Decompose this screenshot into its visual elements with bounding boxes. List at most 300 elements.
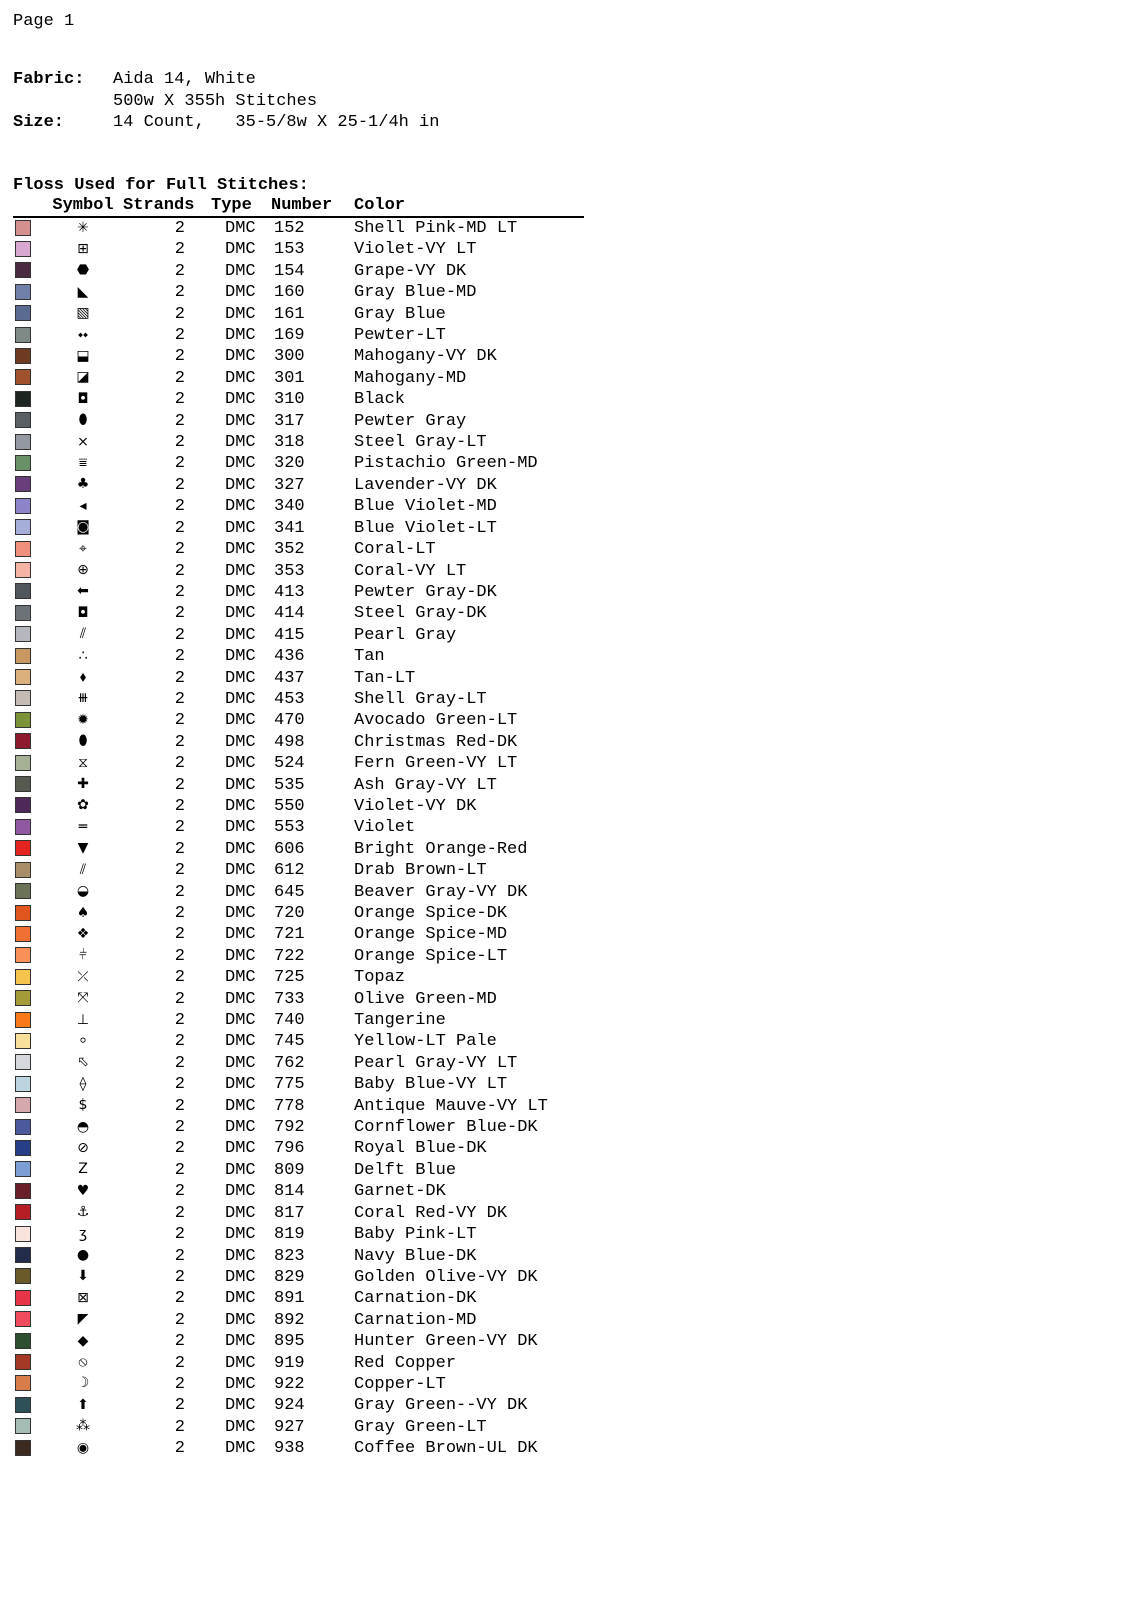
floss-row — [13, 432, 584, 453]
number-value: 938 — [274, 1439, 305, 1459]
number-value: 524 — [274, 754, 305, 774]
floss-row — [13, 1053, 584, 1074]
floss-row — [13, 839, 584, 860]
color-swatch — [15, 476, 31, 492]
color-name: Orange Spice-LT — [354, 946, 508, 966]
type-value: DMC — [225, 796, 256, 816]
color-swatch — [15, 1076, 31, 1092]
color-swatch — [15, 1119, 31, 1135]
type-value: DMC — [225, 689, 256, 709]
color-swatch — [15, 541, 31, 557]
floss-header-row — [13, 196, 584, 217]
strands-value: 2 — [174, 1032, 185, 1052]
type-value: DMC — [225, 1182, 256, 1202]
number-value: 317 — [274, 411, 305, 431]
strands-value: 2 — [174, 1053, 185, 1073]
number-value: 437 — [274, 668, 305, 688]
stitch-symbol-icon: ⧻ — [77, 690, 89, 707]
color-name: Tan-LT — [354, 668, 416, 688]
color-name: Coffee Brown-UL DK — [354, 1439, 538, 1459]
color-name: Garnet-DK — [354, 1182, 446, 1202]
strands-value: 2 — [174, 1353, 185, 1373]
floss-row — [13, 817, 584, 838]
color-swatch — [15, 412, 31, 428]
number-value: 721 — [274, 925, 305, 945]
number-value: 153 — [274, 240, 305, 260]
number-value: 553 — [274, 818, 305, 838]
type-value: DMC — [225, 326, 256, 346]
strands-value: 2 — [174, 754, 185, 774]
stitch-symbol-icon: ▼ — [77, 840, 89, 857]
color-name: Violet — [354, 818, 416, 838]
floss-row — [13, 1160, 584, 1181]
number-value: 919 — [274, 1353, 305, 1373]
type-value: DMC — [225, 283, 256, 303]
type-value: DMC — [225, 1289, 256, 1309]
color-name: Gray Blue-MD — [354, 283, 477, 303]
color-swatch — [15, 648, 31, 664]
strands-value: 2 — [174, 796, 185, 816]
color-swatch — [15, 369, 31, 385]
type-value: DMC — [225, 647, 256, 667]
color-swatch — [15, 605, 31, 621]
stitch-symbol-icon: ♠ — [76, 904, 90, 921]
color-name: Olive Green-MD — [354, 989, 497, 1009]
strands-value: 2 — [174, 326, 185, 346]
type-value: DMC — [225, 1417, 256, 1437]
color-swatch — [15, 797, 31, 813]
color-swatch — [15, 905, 31, 921]
color-name: Pewter-LT — [354, 326, 446, 346]
floss-row — [13, 1224, 584, 1245]
floss-row — [13, 796, 584, 817]
floss-row — [13, 860, 584, 881]
floss-row — [13, 1031, 584, 1052]
number-value: 154 — [274, 261, 305, 281]
number-value: 725 — [274, 968, 305, 988]
color-swatch — [15, 305, 31, 321]
number-value: 796 — [274, 1139, 305, 1159]
color-swatch — [15, 883, 31, 899]
color-name: Navy Blue-DK — [354, 1246, 477, 1266]
stitch-symbol-icon: ◪ — [76, 369, 90, 386]
number-value: 353 — [274, 561, 305, 581]
strands-value: 2 — [174, 925, 185, 945]
color-swatch — [15, 1354, 31, 1370]
strands-value: 2 — [174, 689, 185, 709]
color-swatch — [15, 1440, 31, 1456]
header-number: Number — [271, 196, 354, 217]
color-name: Gray Green--VY DK — [354, 1396, 528, 1416]
type-value: DMC — [225, 1353, 256, 1373]
number-value: 792 — [274, 1118, 305, 1138]
floss-row — [13, 282, 584, 303]
type-value: DMC — [225, 1032, 256, 1052]
color-swatch — [15, 455, 31, 471]
strands-value: 2 — [174, 1225, 185, 1245]
stitch-symbol-icon: ⤫ — [77, 968, 89, 985]
number-value: 352 — [274, 540, 305, 560]
floss-row — [13, 1117, 584, 1138]
number-value: 778 — [274, 1096, 305, 1116]
type-value: DMC — [225, 968, 256, 988]
stitch-symbol-icon: ⬇ — [77, 1268, 89, 1285]
color-name: Mahogany-VY DK — [354, 347, 497, 367]
stitch-symbol-icon: ◆ — [77, 1332, 89, 1349]
color-swatch — [15, 1012, 31, 1028]
color-swatch — [15, 1097, 31, 1113]
size-row — [13, 112, 439, 134]
number-value: 745 — [274, 1032, 305, 1052]
type-value: DMC — [225, 754, 256, 774]
type-value: DMC — [225, 1225, 256, 1245]
type-value: DMC — [225, 1011, 256, 1031]
color-name: Fern Green-VY LT — [354, 754, 518, 774]
type-value: DMC — [225, 1203, 256, 1223]
number-value: 720 — [274, 904, 305, 923]
color-swatch — [15, 1140, 31, 1156]
color-name: Drab Brown-LT — [354, 861, 487, 881]
stitch-symbol-icon: ⬩⬩ — [77, 326, 89, 343]
floss-row — [13, 753, 584, 774]
number-value: 470 — [274, 711, 305, 731]
strands-value: 2 — [174, 540, 185, 560]
type-value: DMC — [225, 904, 256, 923]
stitch-symbol-icon: ⊠ — [77, 1289, 89, 1306]
number-value: 550 — [274, 796, 305, 816]
color-name: Baby Pink-LT — [354, 1225, 477, 1245]
color-swatch — [15, 1268, 31, 1284]
color-swatch — [15, 776, 31, 792]
type-value: DMC — [225, 1332, 256, 1352]
floss-row — [13, 411, 584, 432]
floss-row — [13, 389, 584, 410]
type-value: DMC — [225, 1310, 256, 1330]
color-name: Lavender-VY DK — [354, 475, 497, 495]
type-value: DMC — [225, 240, 256, 260]
strands-value: 2 — [174, 1075, 185, 1095]
color-swatch — [15, 926, 31, 942]
color-swatch — [15, 690, 31, 706]
stitch-symbol-icon: ⬅ — [77, 583, 89, 600]
stitch-symbol-icon: ∴ — [78, 647, 88, 664]
number-value: 722 — [274, 946, 305, 966]
stitch-symbol-icon: ⚓ — [76, 1204, 90, 1221]
color-swatch — [15, 840, 31, 856]
strands-value: 2 — [174, 582, 185, 602]
floss-row — [13, 1288, 584, 1309]
floss-row — [13, 1353, 584, 1374]
type-value: DMC — [225, 582, 256, 602]
stitch-symbol-icon: ◂ — [79, 497, 87, 514]
color-name: Violet-VY LT — [354, 240, 477, 260]
strands-value: 2 — [174, 968, 185, 988]
color-swatch — [15, 862, 31, 878]
floss-row — [13, 1417, 584, 1438]
color-swatch — [15, 669, 31, 685]
color-name: Ash Gray-VY LT — [354, 775, 497, 795]
header-color: Color — [354, 196, 584, 217]
color-name: Pearl Gray — [354, 625, 457, 645]
color-swatch — [15, 1397, 31, 1413]
strands-value: 2 — [174, 283, 185, 303]
floss-row — [13, 882, 584, 903]
color-name: Coral Red-VY DK — [354, 1203, 508, 1223]
strands-value: 2 — [174, 861, 185, 881]
header-type: Type — [211, 196, 271, 217]
color-swatch — [15, 262, 31, 278]
floss-row — [13, 453, 584, 474]
floss-row — [13, 1331, 584, 1352]
strands-value: 2 — [174, 1139, 185, 1159]
number-value: 775 — [274, 1075, 305, 1095]
color-name: Beaver Gray-VY DK — [354, 882, 528, 902]
type-value: DMC — [225, 989, 256, 1009]
stitch-symbol-icon: ⬮ — [78, 412, 88, 429]
strands-value: 2 — [174, 839, 185, 859]
color-name: Pistachio Green-MD — [354, 454, 538, 474]
number-value: 817 — [274, 1203, 305, 1223]
floss-row — [13, 1246, 584, 1267]
strands-value: 2 — [174, 989, 185, 1009]
stitch-symbol-icon: ⸰ — [78, 1032, 87, 1049]
floss-row — [13, 539, 584, 560]
color-swatch — [15, 1033, 31, 1049]
strands-value: 2 — [174, 368, 185, 388]
color-swatch — [15, 1418, 31, 1434]
color-swatch — [15, 755, 31, 771]
number-value: 318 — [274, 433, 305, 453]
floss-row — [13, 368, 584, 389]
floss-row — [13, 261, 584, 282]
color-name: Black — [354, 390, 406, 410]
type-value: DMC — [225, 540, 256, 560]
color-swatch — [15, 733, 31, 749]
color-name: Coral-LT — [354, 540, 436, 560]
type-value: DMC — [225, 433, 256, 453]
header-symbol: Symbol — [43, 196, 123, 217]
floss-title: Floss Used for Full Stitches: — [13, 176, 309, 195]
floss-row — [13, 668, 584, 689]
floss-row — [13, 1267, 584, 1288]
color-swatch — [15, 1247, 31, 1263]
number-value: 310 — [274, 390, 305, 410]
type-value: DMC — [225, 219, 256, 238]
color-swatch — [15, 391, 31, 407]
color-name: Pewter Gray — [354, 411, 467, 431]
strands-value: 2 — [174, 1246, 185, 1266]
floss-table-body — [13, 217, 584, 1460]
color-swatch — [15, 284, 31, 300]
stitch-symbol-icon: ◉ — [76, 1439, 90, 1456]
color-swatch — [15, 327, 31, 343]
type-value: DMC — [225, 1160, 256, 1180]
stitch-symbol-icon: Z — [78, 1161, 88, 1178]
stitch-symbol-icon: ✿ — [77, 797, 89, 814]
color-name: Baby Blue-VY LT — [354, 1075, 508, 1095]
type-value: DMC — [225, 347, 256, 367]
color-name: Avocado Green-LT — [354, 711, 518, 731]
stitch-symbol-icon: ⩸ — [78, 454, 88, 471]
color-name: Gray Blue — [354, 304, 446, 324]
fabric-info — [13, 69, 439, 134]
stitch-symbol-icon: ⟠ — [79, 1075, 87, 1092]
stitch-symbol-icon: ⊞ — [77, 240, 89, 257]
strands-value: 2 — [174, 219, 185, 238]
color-swatch — [15, 1333, 31, 1349]
color-name: Red Copper — [354, 1353, 457, 1373]
stitch-symbol-icon: ⬮ — [78, 733, 88, 750]
stitch-symbol-icon: ⫽ — [79, 861, 87, 878]
color-name: Steel Gray-DK — [354, 604, 487, 624]
strands-value: 2 — [174, 647, 185, 667]
type-value: DMC — [225, 625, 256, 645]
color-name: Blue Violet-MD — [354, 497, 497, 517]
stitch-symbol-icon: ⁂ — [76, 1418, 90, 1435]
color-name: Tan — [354, 647, 385, 667]
color-swatch — [15, 819, 31, 835]
strands-value: 2 — [174, 1396, 185, 1416]
color-name: Shell Gray-LT — [354, 689, 487, 709]
type-value: DMC — [225, 1396, 256, 1416]
color-name: Pewter Gray-DK — [354, 582, 497, 602]
number-value: 892 — [274, 1310, 305, 1330]
number-value: 160 — [274, 283, 305, 303]
floss-row — [13, 625, 584, 646]
type-value: DMC — [225, 711, 256, 731]
floss-row — [13, 239, 584, 260]
strands-value: 2 — [174, 946, 185, 966]
number-value: 740 — [274, 1011, 305, 1031]
strands-value: 2 — [174, 1160, 185, 1180]
floss-row — [13, 217, 584, 239]
number-value: 922 — [274, 1374, 305, 1394]
color-swatch — [15, 712, 31, 728]
stitches-value: 500w X 355h Stitches — [113, 91, 318, 111]
number-value: 762 — [274, 1053, 305, 1073]
stitch-symbol-icon: ◤ — [77, 1311, 89, 1328]
stitch-symbol-icon: ◘ — [77, 390, 89, 407]
strands-value: 2 — [174, 1374, 185, 1394]
type-value: DMC — [225, 368, 256, 388]
strands-value: 2 — [174, 818, 185, 838]
color-name: Tangerine — [354, 1011, 446, 1031]
color-swatch — [15, 562, 31, 578]
color-name: Christmas Red-DK — [354, 732, 518, 752]
page-number: Page 1 — [13, 12, 75, 31]
fabric-row — [13, 69, 439, 91]
stitch-symbol-icon: ⌖ — [79, 540, 87, 557]
type-value: DMC — [225, 861, 256, 881]
floss-row — [13, 1138, 584, 1159]
stitch-symbol-icon: ▧ — [76, 305, 90, 322]
number-value: 436 — [274, 647, 305, 667]
color-swatch — [15, 1054, 31, 1070]
strands-value: 2 — [174, 668, 185, 688]
type-value: DMC — [225, 1267, 256, 1287]
number-value: 341 — [274, 518, 305, 538]
floss-row — [13, 518, 584, 539]
stitch-symbol-icon: ⧖ — [78, 754, 88, 771]
floss-row — [13, 346, 584, 367]
type-value: DMC — [225, 946, 256, 966]
type-value: DMC — [225, 411, 256, 431]
color-swatch — [15, 220, 31, 236]
floss-row — [13, 1074, 584, 1095]
number-value: 413 — [274, 582, 305, 602]
number-value: 327 — [274, 475, 305, 495]
type-value: DMC — [225, 304, 256, 324]
stitch-symbol-icon: ⨯ — [77, 433, 89, 450]
strands-value: 2 — [174, 454, 185, 474]
type-value: DMC — [225, 818, 256, 838]
stitch-symbol-icon: ✹ — [77, 711, 89, 728]
size-label: Size: — [13, 113, 65, 132]
header-strands: Strands — [123, 196, 211, 217]
strands-value: 2 — [174, 625, 185, 645]
stitch-symbol-icon: $ — [78, 1097, 88, 1114]
strands-value: 2 — [174, 1332, 185, 1352]
floss-row — [13, 1096, 584, 1117]
stitch-symbol-icon: ⬣ — [76, 262, 90, 279]
floss-row — [13, 946, 584, 967]
stitch-symbol-icon: ⊕ — [77, 562, 89, 579]
floss-row — [13, 903, 584, 924]
stitch-symbol-icon: ʒ — [78, 1225, 88, 1242]
color-name: Cornflower Blue-DK — [354, 1118, 538, 1138]
number-value: 606 — [274, 839, 305, 859]
color-swatch — [15, 1161, 31, 1177]
type-value: DMC — [225, 839, 256, 859]
type-value: DMC — [225, 1075, 256, 1095]
stitches-row — [13, 91, 439, 113]
floss-row — [13, 710, 584, 731]
strands-value: 2 — [174, 390, 185, 410]
color-name: Violet-VY DK — [354, 796, 477, 816]
floss-row — [13, 304, 584, 325]
stitch-symbol-icon: ⫽ — [79, 626, 87, 643]
strands-value: 2 — [174, 1417, 185, 1437]
number-value: 927 — [274, 1417, 305, 1437]
strands-value: 2 — [174, 1310, 185, 1330]
number-value: 535 — [274, 775, 305, 795]
color-swatch — [15, 1204, 31, 1220]
type-value: DMC — [225, 1246, 256, 1266]
color-name: Shell Pink-MD LT — [354, 219, 518, 238]
floss-row — [13, 689, 584, 710]
fabric-label: Fabric: — [13, 70, 85, 89]
strands-value: 2 — [174, 882, 185, 902]
floss-row — [13, 603, 584, 624]
stitch-symbol-icon: ◘ — [77, 604, 89, 621]
floss-row — [13, 325, 584, 346]
type-value: DMC — [225, 561, 256, 581]
floss-row — [13, 1203, 584, 1224]
number-value: 924 — [274, 1396, 305, 1416]
strands-value: 2 — [174, 732, 185, 752]
strands-value: 2 — [174, 1118, 185, 1138]
number-value: 891 — [274, 1289, 305, 1309]
number-value: 823 — [274, 1246, 305, 1266]
color-name: Topaz — [354, 968, 406, 988]
color-name: Orange Spice-MD — [354, 925, 508, 945]
color-swatch — [15, 969, 31, 985]
color-name: Blue Violet-LT — [354, 518, 497, 538]
strands-value: 2 — [174, 433, 185, 453]
floss-row — [13, 775, 584, 796]
number-value: 415 — [274, 625, 305, 645]
stitch-symbol-icon: ● — [76, 1247, 90, 1264]
